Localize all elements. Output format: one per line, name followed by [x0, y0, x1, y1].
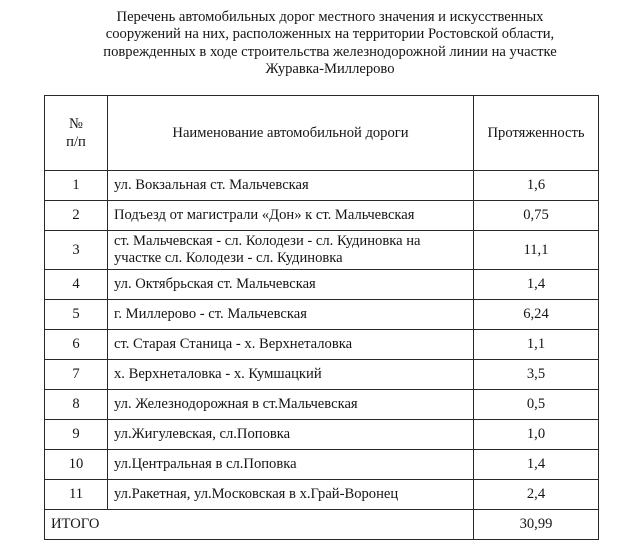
title-line: поврежденных в ходе строительства железнодорожной линии на участке: [103, 43, 557, 60]
table-row: [45, 270, 599, 300]
row-number: 9: [45, 420, 108, 450]
table-header-row: [45, 96, 599, 171]
table-row: [45, 231, 599, 270]
row-number: 1: [45, 171, 108, 201]
row-length: 2,4: [474, 480, 599, 510]
row-length: 1,0: [474, 420, 599, 450]
header-road-name: Наименование автомобильной дороги: [108, 96, 474, 171]
row-road-name: ул.Центральная в сл.Поповка: [108, 450, 474, 480]
title-line: сооружений на них, расположенных на территории Ростовской области,: [105, 26, 555, 43]
row-length: 1,1: [474, 330, 599, 360]
row-number: 7: [45, 360, 108, 390]
row-number: 8: [45, 390, 108, 420]
total-value: 30,99: [474, 510, 599, 540]
table-row: [45, 171, 599, 201]
row-number: 11: [45, 480, 108, 510]
table-row: [45, 390, 599, 420]
document-title: [40, 9, 620, 78]
row-length: 0,75: [474, 201, 599, 231]
row-road-name: ул.Ракетная, ул.Московская в х.Грай-Воронец: [108, 480, 474, 510]
row-number: 2: [45, 201, 108, 231]
roads-table: [44, 95, 599, 540]
row-length: 6,24: [474, 300, 599, 330]
table-row: [45, 330, 599, 360]
row-number: 5: [45, 300, 108, 330]
table-row: [45, 420, 599, 450]
row-length: 11,1: [474, 231, 599, 270]
row-length: 1,6: [474, 171, 599, 201]
header-number-symbol: №: [69, 116, 83, 132]
row-length: 3,5: [474, 360, 599, 390]
row-road-name: г. Миллерово - ст. Мальчевская: [108, 300, 474, 330]
row-road-name: ст. Мальчевская - сл. Колодези - сл. Кудиновка на участке сл. Колодези - сл. Кудиновка: [108, 231, 474, 270]
row-road-name: Подъезд от магистрали «Дон» к ст. Мальчевская: [108, 201, 474, 231]
header-number-pp: п/п: [66, 134, 86, 150]
row-road-name: ул. Октябрьская ст. Мальчевская: [108, 270, 474, 300]
table-row: [45, 201, 599, 231]
table-row: [45, 360, 599, 390]
row-length: 1,4: [474, 270, 599, 300]
row-number: 10: [45, 450, 108, 480]
row-road-name: ул. Вокзальная ст. Мальчевская: [108, 171, 474, 201]
total-label: ИТОГО: [45, 510, 474, 540]
row-road-name: ул. Железнодорожная в ст.Мальчевская: [108, 390, 474, 420]
header-number: [45, 96, 108, 171]
title-line: Перечень автомобильных дорог местного значения и искусственных: [116, 9, 544, 25]
table-row: [45, 480, 599, 510]
total-row: [45, 510, 599, 540]
row-road-name: ул.Жигулевская, сл.Поповка: [108, 420, 474, 450]
row-number: 6: [45, 330, 108, 360]
table-row: [45, 300, 599, 330]
title-line: Журавка-Миллерово: [265, 60, 395, 77]
row-number: 3: [45, 231, 108, 270]
table-row: [45, 450, 599, 480]
row-length: 0,5: [474, 390, 599, 420]
row-road-name: ст. Старая Станица - х. Верхнеталовка: [108, 330, 474, 360]
row-number: 4: [45, 270, 108, 300]
header-length: Протяженность: [474, 96, 599, 171]
row-road-name: х. Верхнеталовка - х. Кумшацкий: [108, 360, 474, 390]
row-length: 1,4: [474, 450, 599, 480]
